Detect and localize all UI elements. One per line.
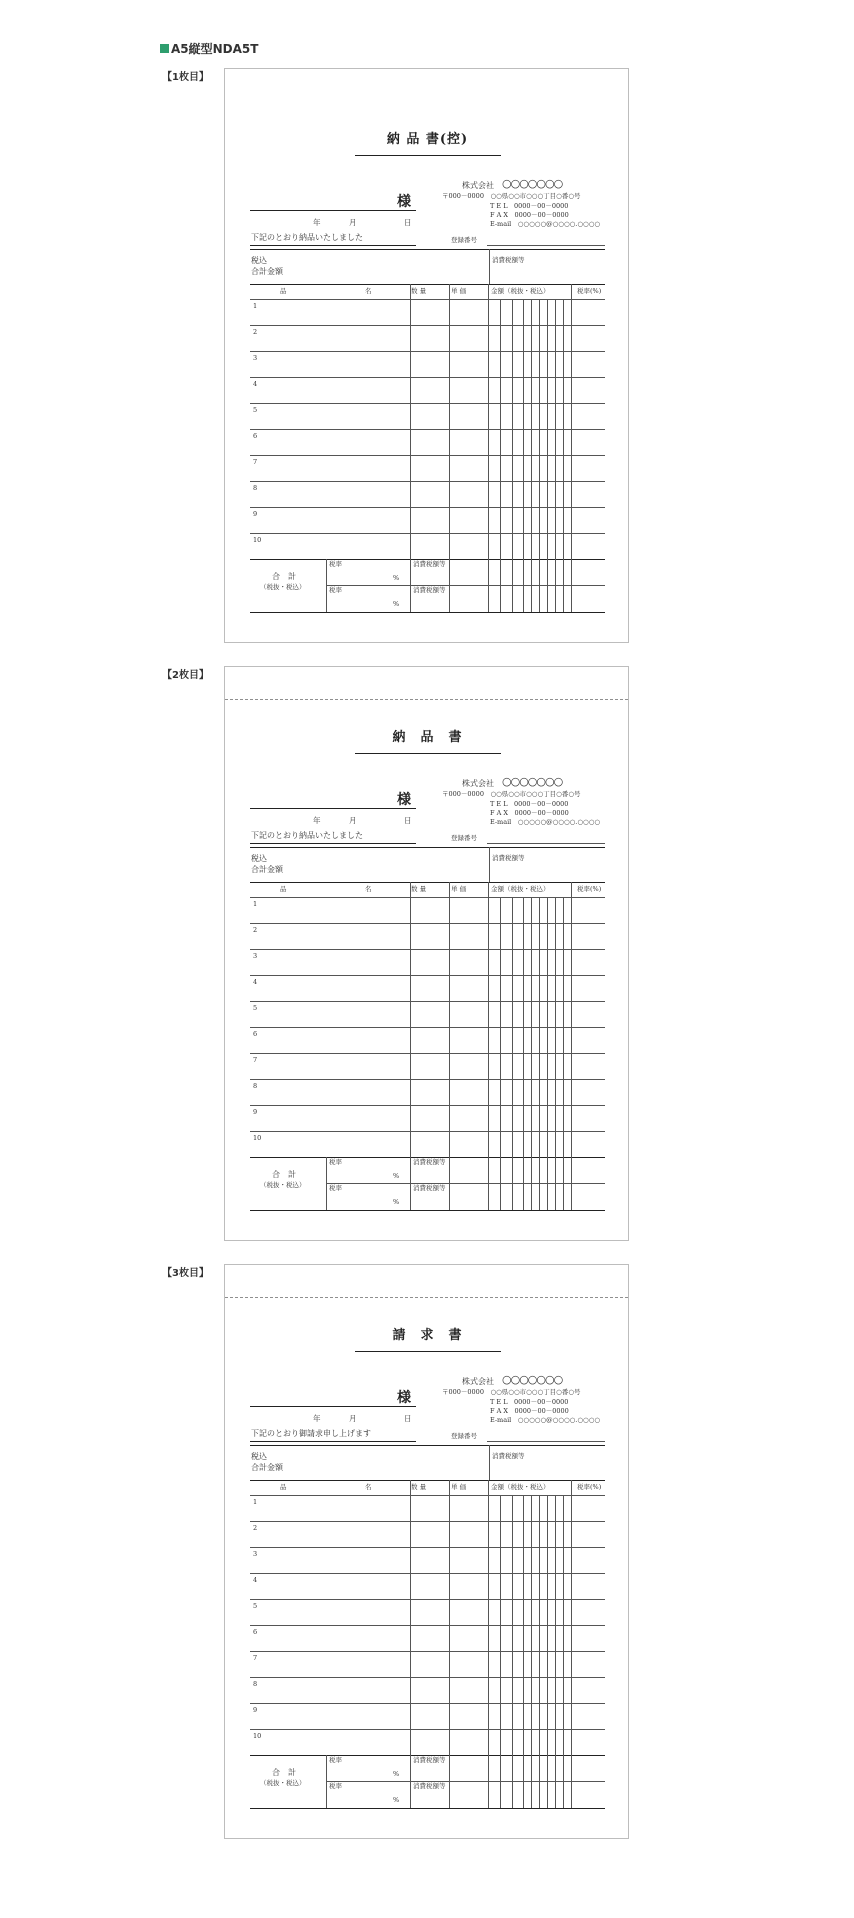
header-quantity: 数 量 <box>411 1483 427 1491</box>
company-address: 〒000－0000 ○○県○○市○○○丁目○番○号 <box>442 1388 581 1396</box>
row-line <box>250 1053 605 1054</box>
product-heading <box>160 40 258 57</box>
box-divider <box>489 1445 490 1480</box>
header-unit-price: 単 価 <box>451 885 467 893</box>
footer-total-sub: （税抜・税込） <box>260 1181 306 1189</box>
footer-mid-line <box>326 585 605 586</box>
amount-digit-line <box>563 299 564 612</box>
column-line <box>449 284 450 612</box>
table-bottom-border <box>250 1210 605 1211</box>
company-tel: T E L 0000－00－0000 <box>490 202 569 210</box>
amount-digit-line <box>512 299 513 612</box>
amount-digit-line <box>500 1495 501 1808</box>
message-underline <box>250 245 416 246</box>
sheet-label-3: 【3枚目】 <box>162 1268 209 1279</box>
header-item: 品 <box>280 1483 287 1491</box>
header-unit-price: 単 価 <box>451 1483 467 1491</box>
registration-underline <box>487 1441 605 1442</box>
footer-tax-amount-2: 消費税額等 <box>413 1782 446 1790</box>
title-underline <box>355 753 501 754</box>
table-bottom-border <box>250 612 605 613</box>
amount-digit-line <box>531 299 532 612</box>
footer-tax-rate-2: 税率 <box>329 586 342 594</box>
header-item: 品 <box>280 885 287 893</box>
row-number: 2 <box>253 1524 258 1532</box>
header-name: 名 <box>365 1483 372 1491</box>
footer-mid-line <box>326 1781 605 1782</box>
row-line <box>250 949 605 950</box>
table-bottom-border <box>250 1808 605 1809</box>
row-number: 3 <box>253 354 258 362</box>
row-number: 2 <box>253 328 258 336</box>
amount-digit-line <box>539 1495 540 1808</box>
customer-underline <box>250 210 416 211</box>
column-line <box>488 882 489 1210</box>
row-line <box>250 507 605 508</box>
footer-tax-amount-2: 消費税額等 <box>413 586 446 594</box>
header-tax-rate: 税率(%) <box>577 287 602 295</box>
amount-digit-line <box>531 897 532 1210</box>
amount-digit-line <box>539 299 540 612</box>
box-divider <box>489 249 490 284</box>
row-line <box>250 1521 605 1522</box>
column-line <box>449 882 450 1210</box>
footer-tax-rate-1: 税率 <box>329 1756 342 1764</box>
customer-underline <box>250 1406 416 1407</box>
amount-digit-line <box>555 1495 556 1808</box>
amount-digit-line <box>539 897 540 1210</box>
amount-digit-line <box>523 897 524 1210</box>
honorific: 様 <box>397 194 411 210</box>
registration-underline <box>487 245 605 246</box>
amount-digit-line <box>523 299 524 612</box>
footer-total-sub: （税抜・税込） <box>260 583 306 591</box>
footer-total-label: 合 計 <box>272 572 296 581</box>
message-underline <box>250 843 416 844</box>
date-year: 年 <box>313 816 321 825</box>
delivery-message: 下記のとおり納品いたしました <box>251 233 363 242</box>
form-sheet-3 <box>224 1264 629 1839</box>
row-line <box>250 533 605 534</box>
table-top-border <box>250 284 605 285</box>
date-year: 年 <box>313 218 321 227</box>
row-number: 5 <box>253 406 258 414</box>
column-line <box>410 1480 411 1808</box>
row-number: 2 <box>253 926 258 934</box>
row-number: 10 <box>253 536 262 544</box>
column-line <box>488 1480 489 1808</box>
footer-tax-amount-1: 消費税額等 <box>413 1756 446 1764</box>
sheet-label-2: 【2枚目】 <box>162 670 209 681</box>
amount-digit-line <box>563 897 564 1210</box>
row-number: 7 <box>253 1056 258 1064</box>
company-fax: F A X 0000－00－0000 <box>490 211 569 219</box>
rule-line <box>250 1445 605 1446</box>
row-line <box>250 1079 605 1080</box>
company-address: 〒000－0000 ○○県○○市○○○丁目○番○号 <box>442 790 581 798</box>
title-underline <box>355 1351 501 1352</box>
row-line <box>250 377 605 378</box>
green-square-icon <box>160 44 169 53</box>
row-number: 3 <box>253 952 258 960</box>
row-number: 8 <box>253 484 258 492</box>
header-unit-price: 単 価 <box>451 287 467 295</box>
row-line <box>250 403 605 404</box>
row-number: 6 <box>253 432 258 440</box>
document-title: 請 求 書 <box>392 1328 463 1343</box>
table-top-border <box>250 882 605 883</box>
company-address: 〒000－0000 ○○県○○市○○○丁目○番○号 <box>442 192 581 200</box>
column-line <box>571 882 572 1210</box>
amount-digit-line <box>555 299 556 612</box>
header-name: 名 <box>365 287 372 295</box>
footer-percent-1: % <box>393 574 400 582</box>
row-number: 10 <box>253 1134 262 1142</box>
footer-tax-rate-1: 税率 <box>329 560 342 568</box>
company-email: E-mail ○○○○○@○○○○.○○○○ <box>490 220 601 228</box>
footer-tax-amount-2: 消費税額等 <box>413 1184 446 1192</box>
row-number: 3 <box>253 1550 258 1558</box>
amount-digit-line <box>500 897 501 1210</box>
header-tax-rate: 税率(%) <box>577 1483 602 1491</box>
row-number: 5 <box>253 1602 258 1610</box>
consumption-tax-label: 消費税額等 <box>492 1452 525 1460</box>
sheet-label-1: 【1枚目】 <box>162 72 209 83</box>
date-month: 月 <box>349 816 357 825</box>
header-bottom-line <box>250 897 605 898</box>
amount-digit-line <box>555 897 556 1210</box>
footer-tax-rate-1: 税率 <box>329 1158 342 1166</box>
column-line <box>449 1480 450 1808</box>
delivery-message: 下記のとおり納品いたしました <box>251 831 363 840</box>
header-tax-rate: 税率(%) <box>577 885 602 893</box>
company-name-placeholder: ○○○○○○○ <box>502 775 563 788</box>
row-line <box>250 923 605 924</box>
company-fax: F A X 0000－00－0000 <box>490 1407 569 1415</box>
row-line <box>250 351 605 352</box>
row-line <box>250 1573 605 1574</box>
row-number: 8 <box>253 1680 258 1688</box>
date-day: 日 <box>404 1414 412 1423</box>
footer-total-label: 合 計 <box>272 1768 296 1777</box>
total-amount-label: 合計金額 <box>251 865 283 874</box>
row-line <box>250 1651 605 1652</box>
registration-underline <box>487 843 605 844</box>
date-month: 月 <box>349 218 357 227</box>
date-day: 日 <box>404 816 412 825</box>
row-line <box>250 1547 605 1548</box>
amount-digit-line <box>547 897 548 1210</box>
row-line <box>250 455 605 456</box>
header-amount: 金額（税抜・税込） <box>491 1483 550 1491</box>
total-amount-label: 合計金額 <box>251 1463 283 1472</box>
company-fax: F A X 0000－00－0000 <box>490 809 569 817</box>
row-number: 1 <box>253 900 258 908</box>
footer-mid-line <box>326 1183 605 1184</box>
row-number: 4 <box>253 978 258 986</box>
row-line <box>250 1027 605 1028</box>
form-sheet-1 <box>224 68 629 643</box>
row-line <box>250 1105 605 1106</box>
row-number: 1 <box>253 302 258 310</box>
column-line <box>410 882 411 1210</box>
row-line <box>250 1131 605 1132</box>
row-number: 4 <box>253 380 258 388</box>
message-underline <box>250 1441 416 1442</box>
company-name-placeholder: ○○○○○○○ <box>502 1373 563 1386</box>
delivery-message: 下記のとおり御請求申し上げます <box>251 1429 371 1438</box>
honorific: 様 <box>397 792 411 808</box>
footer-tax-rate-2: 税率 <box>329 1782 342 1790</box>
row-number: 6 <box>253 1628 258 1636</box>
footer-percent-2: % <box>393 1796 400 1804</box>
registration-label: 登録番号 <box>451 834 477 842</box>
footer-tax-amount-1: 消費税額等 <box>413 1158 446 1166</box>
header-name: 名 <box>365 885 372 893</box>
company-label: 株式会社 <box>462 1377 494 1386</box>
date-month: 月 <box>349 1414 357 1423</box>
tax-included-label: 税込 <box>251 854 267 863</box>
amount-digit-line <box>512 897 513 1210</box>
footer-percent-1: % <box>393 1770 400 1778</box>
company-email: E-mail ○○○○○@○○○○.○○○○ <box>490 818 601 826</box>
form-sheet-2 <box>224 666 629 1241</box>
consumption-tax-label: 消費税額等 <box>492 256 525 264</box>
company-tel: T E L 0000－00－0000 <box>490 1398 569 1406</box>
column-line <box>571 284 572 612</box>
row-line <box>250 481 605 482</box>
total-amount-label: 合計金額 <box>251 267 283 276</box>
column-line <box>410 284 411 612</box>
row-line <box>250 325 605 326</box>
footer-percent-2: % <box>393 1198 400 1206</box>
footer-percent-2: % <box>393 600 400 608</box>
amount-digit-line <box>512 1495 513 1808</box>
row-line <box>250 975 605 976</box>
amount-digit-line <box>563 1495 564 1808</box>
row-number: 8 <box>253 1082 258 1090</box>
row-number: 5 <box>253 1004 258 1012</box>
row-number: 10 <box>253 1732 262 1740</box>
amount-digit-line <box>500 299 501 612</box>
header-quantity: 数 量 <box>411 885 427 893</box>
amount-digit-line <box>531 1495 532 1808</box>
row-number: 9 <box>253 1706 258 1714</box>
header-bottom-line <box>250 299 605 300</box>
form-body <box>225 1265 630 1840</box>
product-heading-text: A5縦型NDA5T <box>171 42 259 56</box>
table-top-border <box>250 1480 605 1481</box>
header-item: 品 <box>280 287 287 295</box>
amount-digit-line <box>547 1495 548 1808</box>
row-line <box>250 1001 605 1002</box>
amount-digit-line <box>547 299 548 612</box>
registration-label: 登録番号 <box>451 236 477 244</box>
row-number: 9 <box>253 1108 258 1116</box>
customer-underline <box>250 808 416 809</box>
honorific: 様 <box>397 1390 411 1406</box>
company-email: E-mail ○○○○○@○○○○.○○○○ <box>490 1416 601 1424</box>
footer-tax-amount-1: 消費税額等 <box>413 560 446 568</box>
rule-line <box>250 249 605 250</box>
row-number: 6 <box>253 1030 258 1038</box>
row-line <box>250 1625 605 1626</box>
document-title: 納 品 書(控) <box>386 132 469 147</box>
row-line <box>250 1703 605 1704</box>
footer-tax-rate-2: 税率 <box>329 1184 342 1192</box>
row-line <box>250 1677 605 1678</box>
row-line <box>250 1729 605 1730</box>
row-line <box>250 1599 605 1600</box>
header-amount: 金額（税抜・税込） <box>491 287 550 295</box>
footer-total-label: 合 計 <box>272 1170 296 1179</box>
amount-digit-line <box>523 1495 524 1808</box>
row-number: 4 <box>253 1576 258 1584</box>
consumption-tax-label: 消費税額等 <box>492 854 525 862</box>
form-body <box>225 69 630 644</box>
tax-included-label: 税込 <box>251 256 267 265</box>
row-line <box>250 429 605 430</box>
company-label: 株式会社 <box>462 779 494 788</box>
row-number: 7 <box>253 1654 258 1662</box>
form-body <box>225 667 630 1242</box>
rule-line <box>250 847 605 848</box>
title-underline <box>355 155 501 156</box>
footer-total-sub: （税抜・税込） <box>260 1779 306 1787</box>
row-number: 7 <box>253 458 258 466</box>
row-number: 9 <box>253 510 258 518</box>
column-line <box>571 1480 572 1808</box>
box-divider <box>489 847 490 882</box>
company-name-placeholder: ○○○○○○○ <box>502 177 563 190</box>
company-tel: T E L 0000－00－0000 <box>490 800 569 808</box>
header-bottom-line <box>250 1495 605 1496</box>
footer-percent-1: % <box>393 1172 400 1180</box>
company-label: 株式会社 <box>462 181 494 190</box>
registration-label: 登録番号 <box>451 1432 477 1440</box>
date-year: 年 <box>313 1414 321 1423</box>
header-quantity: 数 量 <box>411 287 427 295</box>
column-line <box>488 284 489 612</box>
row-number: 1 <box>253 1498 258 1506</box>
date-day: 日 <box>404 218 412 227</box>
tax-included-label: 税込 <box>251 1452 267 1461</box>
header-amount: 金額（税抜・税込） <box>491 885 550 893</box>
document-title: 納 品 書 <box>392 730 463 745</box>
